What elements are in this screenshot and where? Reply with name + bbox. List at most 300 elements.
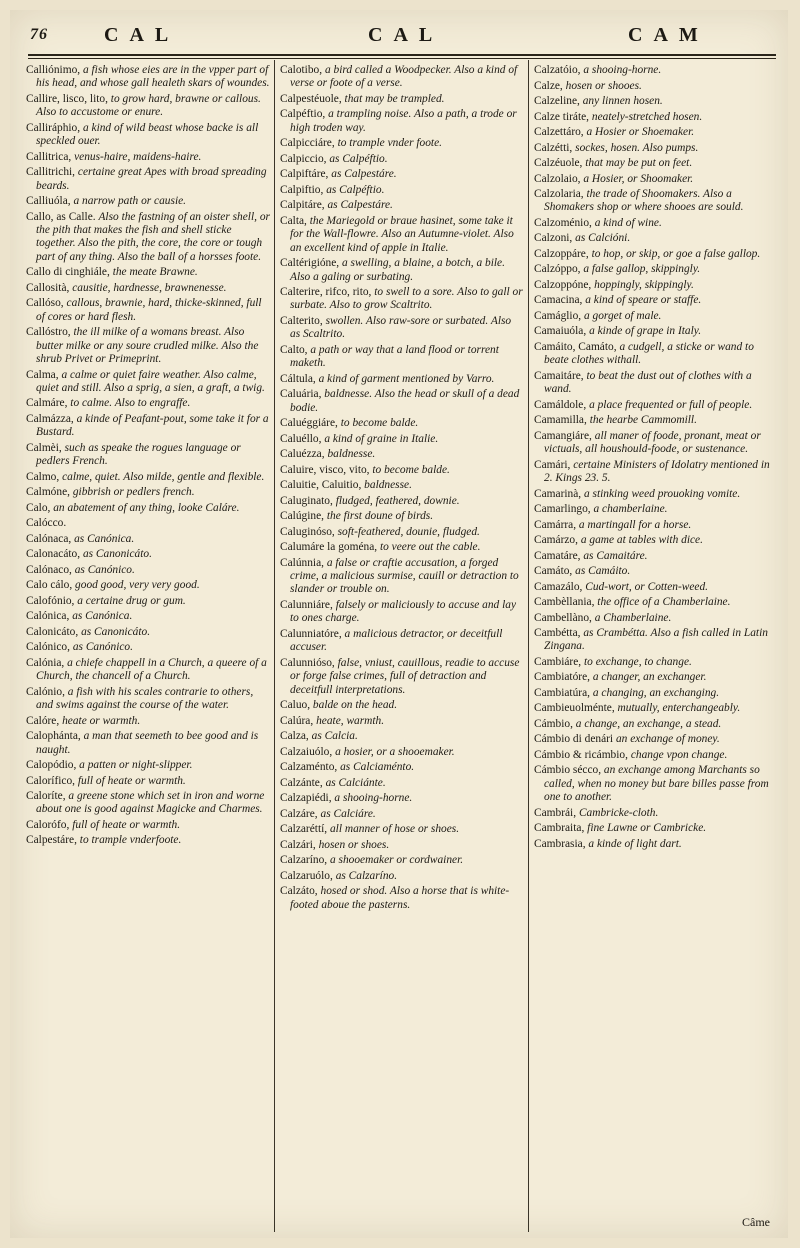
entry-definition: hosed or shod. Also a horse that is white-footed aboue the pasterns. — [290, 885, 510, 911]
entry-definition: as Calcióni. — [575, 232, 631, 245]
entry-headword: Calo, — [26, 501, 51, 514]
entry-headword: Calpiftáre, — [280, 168, 329, 181]
entry-headword: Calónio, — [26, 685, 65, 698]
entry-headword: Callosità, — [26, 281, 70, 294]
entry-headword: Calpicciáre, — [280, 137, 335, 150]
dictionary-entry — [26, 730, 270, 757]
entry-definition: Also the fastning of an oister shell, or the pith that makes the fish and shell sticke together. Also the pith, the core, the core or tough part of any thing. Also the ball of a horsses foote. — [36, 210, 270, 263]
entry-definition: as Calciaménto. — [340, 761, 415, 774]
entry-definition: sockes, hosen. Also pumps. — [575, 141, 699, 154]
entry-headword: Camacina, — [534, 294, 583, 307]
dictionary-entry — [280, 373, 524, 386]
dictionary-entry — [26, 686, 270, 713]
dictionary-entry — [26, 442, 270, 469]
entry-headword: Cámbio di denári — [534, 733, 614, 746]
dictionary-entry — [26, 533, 270, 546]
entry-headword: Caluire, visco, vito, — [280, 463, 370, 476]
entry-definition: as Calpestáre. — [327, 199, 393, 212]
entry-headword: Calzoppáre, — [534, 247, 589, 260]
entry-definition: Cud-wort, or Cotten-weed. — [585, 580, 709, 593]
dictionary-entry — [534, 80, 778, 93]
dictionary-entry — [534, 157, 778, 170]
entry-definition: a patten or night-slipper. — [79, 759, 193, 771]
entry-headword: Calzaménto, — [280, 761, 338, 774]
entry-headword: Calonicáto, — [26, 625, 79, 638]
header-rule — [28, 54, 776, 59]
entry-definition: a hosier, or a shooemaker. — [335, 745, 455, 758]
dictionary-entry — [534, 173, 778, 186]
entry-definition: a change, an exchange, a stead. — [575, 717, 722, 730]
dictionary-entry — [280, 699, 524, 712]
entry-definition: as Calciáre. — [320, 807, 376, 820]
entry-definition: venus-haire, maidens-haire. — [74, 150, 202, 163]
dictionary-entry — [26, 641, 270, 654]
dictionary-entry — [280, 286, 524, 313]
entry-definition: falsely or maliciously to accuse and lay to ones charge. — [290, 598, 517, 625]
entry-headword: Calzoppóne, — [534, 278, 592, 291]
dictionary-entry — [534, 232, 778, 245]
column-divider-1 — [274, 60, 275, 1232]
dictionary-entry — [534, 534, 778, 547]
entry-headword: Callóso, — [26, 297, 64, 310]
dictionary-entry — [26, 790, 270, 817]
entry-definition: a swelling, a blaine, a botch, a bile. Also a galing or surbating. — [290, 257, 505, 283]
entry-definition: to become balde. — [372, 463, 450, 476]
entry-headword: Calonacáto, — [26, 548, 81, 561]
entry-definition: as Crambétta. Also a fish called in Latin Zingana. — [544, 627, 768, 653]
dictionary-entry — [534, 126, 778, 139]
entry-headword: Caluginato, — [280, 494, 333, 507]
entry-headword: Caluézza, — [280, 448, 325, 461]
entry-headword: Cambiatúra, — [534, 686, 590, 699]
dictionary-entry — [534, 263, 778, 276]
entry-definition: that may be trampled. — [344, 92, 445, 105]
entry-headword: Calóre, — [26, 714, 60, 727]
entry-definition: a kinde of grape in Italy. — [589, 325, 702, 338]
entry-definition: the first doune of birds. — [326, 510, 434, 523]
entry-definition: a shooemaker or cordwainer. — [330, 854, 464, 867]
dictionary-entry — [534, 325, 778, 338]
entry-definition: a kind of wine. — [594, 216, 662, 229]
entry-definition: a kinde of light dart. — [588, 837, 682, 850]
entry-definition: a martingall for a horse. — [578, 518, 692, 531]
dictionary-entry — [534, 718, 778, 731]
dictionary-entry — [26, 657, 270, 684]
entry-headword: Calzéuole, — [534, 157, 583, 169]
entry-headword: Cambieuolménte, — [534, 702, 615, 715]
entry-headword: Calze tiráte, — [534, 110, 590, 123]
dictionary-entry — [534, 807, 778, 820]
dictionary-entry — [26, 282, 270, 295]
entry-headword: Calliuóla, — [26, 195, 71, 208]
entry-headword: Calumáre la goména, — [280, 541, 378, 554]
dictionary-entry — [534, 142, 778, 155]
entry-definition: a narrow path or causie. — [73, 195, 187, 208]
entry-definition: as Canonicáto. — [81, 625, 151, 638]
entry-headword: Calorífico, — [26, 774, 76, 787]
entry-headword: Calzolaria, — [534, 188, 584, 200]
dictionary-entry — [534, 687, 778, 700]
entry-definition: fludged, feathered, downie. — [335, 494, 460, 507]
entry-definition: a Hosier or Shoemaker. — [586, 126, 695, 138]
entry-definition: change vpon change. — [630, 748, 728, 761]
entry-headword: Calofónio, — [26, 594, 75, 607]
entry-headword: Caluitie, Caluitio, — [280, 479, 362, 492]
entry-definition: hoppingly, skippingly. — [594, 278, 694, 291]
entry-definition: gibbrish or pedlers french. — [72, 486, 195, 499]
entry-definition: to swell to a sore. Also to gall or surbate. Also to grow Scaltrito. — [290, 286, 523, 312]
dictionary-entry — [280, 108, 524, 135]
entry-headword: Camáto, — [534, 565, 573, 578]
entry-headword: Calónaca, — [26, 532, 72, 545]
entry-headword: Calpitáre, — [280, 199, 325, 212]
dictionary-entry — [534, 627, 778, 654]
entry-headword: Calta, — [280, 214, 307, 227]
entry-definition: a changing, an exchanging. — [592, 686, 720, 699]
dictionary-entry — [534, 503, 778, 516]
entry-headword: Calorófo, — [26, 818, 70, 831]
dictionary-entry — [280, 153, 524, 166]
entry-headword: Calzapiédi, — [280, 792, 332, 805]
entry-definition: neately-stretched hosen. — [591, 110, 703, 123]
dictionary-entry — [534, 764, 778, 804]
entry-headword: Cámbio, — [534, 717, 573, 730]
dictionary-entry — [534, 217, 778, 230]
entry-definition: to trample vnderfoote. — [79, 834, 182, 847]
dictionary-entry — [26, 326, 270, 366]
column-3 — [534, 64, 778, 853]
dictionary-entry — [280, 599, 524, 626]
dictionary-entry — [26, 122, 270, 149]
entry-definition: as Canónico. — [72, 641, 133, 654]
dictionary-entry — [534, 370, 778, 397]
dictionary-page — [10, 10, 788, 1238]
dictionary-entry — [26, 595, 270, 608]
entry-headword: Cambrái, — [534, 806, 577, 819]
entry-definition: a chamberlaine. — [593, 503, 668, 516]
entry-definition: the office of a Chamberlaine. — [597, 596, 731, 609]
entry-headword: Calpestéuole, — [280, 92, 342, 105]
entry-headword: Calunniatóre, — [280, 627, 342, 640]
entry-headword: Camárzo, — [534, 534, 578, 547]
entry-headword: Calterire, rifco, rito, — [280, 286, 372, 299]
entry-definition: a certaine drug or gum. — [77, 594, 186, 607]
entry-headword: Caluéllo, — [280, 432, 322, 445]
entry-definition: a game at tables with dice. — [580, 534, 703, 547]
dictionary-entry — [534, 838, 778, 851]
dictionary-entry — [534, 341, 778, 368]
entry-headword: Calpestáre, — [26, 834, 77, 847]
entry-headword: Camaiuóla, — [534, 325, 587, 338]
entry-headword: Caluária, — [280, 388, 322, 401]
dictionary-entry — [534, 702, 778, 715]
entry-definition: the meate Brawne. — [112, 266, 198, 279]
entry-definition: a fish whose eies are in the vpper part of his head, and whose gall healeth skars of woundes. — [36, 64, 270, 90]
entry-definition: as Canónico. — [74, 563, 135, 576]
dictionary-entry — [534, 671, 778, 684]
entry-definition: a chiefe chappell in a Church, a queere of a Church, the chancell of a Church. — [36, 656, 267, 683]
entry-definition: full of heate or warmth. — [77, 774, 186, 787]
entry-definition: a kind of wild beast whose backe is all speckled ouer. — [36, 121, 259, 148]
entry-definition: baldnesse. — [327, 448, 376, 461]
entry-headword: Cambèllania, — [534, 596, 595, 609]
entry-headword: Calzoni, — [534, 232, 573, 245]
dictionary-entry — [280, 870, 524, 883]
entry-headword: Calúnnia, — [280, 556, 324, 569]
entry-definition: hosen or shoes. — [318, 838, 390, 851]
dictionary-entry — [280, 464, 524, 477]
entry-definition: as Calciánte. — [325, 776, 386, 789]
dictionary-entry — [26, 297, 270, 324]
entry-definition: a fish with his scales contrarie to others, and swims against the course of the water. — [36, 685, 254, 712]
entry-headword: Camarinà, — [534, 487, 582, 500]
dictionary-entry — [534, 430, 778, 457]
dictionary-entry — [26, 266, 270, 279]
entry-definition: a kind of garment mentioned by Varro. — [318, 372, 495, 385]
dictionary-entry — [280, 315, 524, 342]
running-header — [28, 24, 776, 54]
dictionary-entry — [280, 184, 524, 197]
entry-definition: certaine Ministers of Idolatry mentioned in 2. Kings 23. 5. — [544, 458, 770, 485]
entry-headword: Calzári, — [280, 838, 316, 851]
entry-headword: Calmáre, — [26, 397, 68, 410]
entry-definition: a stinking weed prouoking vomite. — [584, 487, 741, 500]
entry-headword: Calo cálo, — [26, 579, 73, 592]
entry-headword: Callitrichi, — [26, 166, 76, 179]
entry-definition: a false gallop, skippingly. — [583, 263, 701, 276]
dictionary-entry — [280, 93, 524, 106]
dictionary-entry — [280, 344, 524, 371]
entry-definition: baldnesse. — [364, 479, 412, 492]
dictionary-entry — [26, 413, 270, 440]
entry-headword: Cambiatóre, — [534, 671, 590, 684]
dictionary-entry — [534, 279, 778, 292]
entry-headword: Calzaríno, — [280, 854, 328, 867]
entry-headword: Cáltula, — [280, 372, 316, 385]
dictionary-entry — [534, 550, 778, 563]
dictionary-entry — [534, 612, 778, 625]
dictionary-entry — [534, 488, 778, 501]
entry-definition: as Calcia. — [311, 730, 358, 743]
dictionary-entry — [26, 166, 270, 193]
dictionary-entry — [26, 502, 270, 515]
entry-definition: soft-feathered, dounie, fludged. — [337, 525, 480, 538]
entry-headword: Callóstro, — [26, 326, 71, 339]
entry-definition: as Canonicáto. — [82, 548, 152, 561]
dictionary-entry — [534, 519, 778, 532]
entry-headword: Calterito, — [280, 314, 323, 327]
entry-definition: a shooing-horne. — [583, 64, 662, 76]
entry-definition: to beat the dust out of clothes with a wand. — [544, 369, 752, 396]
entry-definition: heate, warmth. — [316, 714, 385, 727]
entry-definition: a kind of graine in Italie. — [324, 432, 439, 445]
dictionary-entry — [280, 808, 524, 821]
entry-headword: Calmóne, — [26, 486, 70, 499]
dictionary-entry — [280, 495, 524, 508]
entry-definition: hosen or shooes. — [565, 79, 642, 92]
entry-headword: Cambellàno, — [534, 611, 592, 624]
entry-headword: Calzánte, — [280, 776, 323, 789]
entry-definition: mutually, enterchangeably. — [617, 702, 741, 715]
entry-headword: Calpéftio, — [280, 108, 326, 121]
entry-definition: the ill milke of a womans breast. Also butter milke or any soure crudled milke. Also the shrub Privet or Primeprint. — [36, 326, 259, 366]
entry-definition: as Camaitáre. — [583, 549, 648, 562]
entry-definition: calme, quiet. Also milde, gentle and flexible. — [62, 470, 265, 483]
entry-headword: Calto, — [280, 343, 308, 356]
entry-headword: Cámbio & ricámbio, — [534, 748, 628, 761]
entry-headword: Calma, — [26, 368, 59, 381]
entry-definition: to trample vnder foote. — [337, 137, 442, 150]
entry-headword: Caloríte, — [26, 790, 66, 802]
entry-headword: Calónia, — [26, 656, 65, 669]
entry-headword: Calzettáro, — [534, 126, 584, 138]
entry-definition: false, vniust, cauillous, readie to accuse or forge false crimes, full of detraction and deceitfull interpretations. — [290, 656, 520, 696]
entry-headword: Calzoménio, — [534, 216, 592, 229]
dictionary-entry — [280, 557, 524, 597]
entry-headword: Calpiccio, — [280, 152, 327, 165]
entry-headword: Camáito, Camáto, — [534, 340, 617, 353]
dictionary-entry — [26, 486, 270, 499]
entry-headword: Callire, lisco, lito, — [26, 92, 108, 105]
dictionary-entry — [280, 777, 524, 790]
entry-definition: a kinde of Peafant-pout, some take it for a Bustard. — [36, 412, 269, 439]
dictionary-entry — [280, 215, 524, 255]
dictionary-entry — [280, 168, 524, 181]
dictionary-entry — [280, 715, 524, 728]
entry-headword: Camatáre, — [534, 549, 581, 562]
dictionary-entry — [280, 388, 524, 415]
entry-definition: a place frequented or full of people. — [589, 398, 753, 411]
entry-definition: a malicious detractor, or deceitfull accuser. — [290, 627, 503, 654]
dictionary-entry — [534, 294, 778, 307]
entry-headword: Calmázza, — [26, 412, 74, 425]
entry-definition: a Hosier, or Shoomaker. — [583, 172, 694, 185]
dictionary-entry — [26, 775, 270, 788]
dictionary-entry — [26, 471, 270, 484]
entry-headword: Calpiftio, — [280, 183, 324, 196]
dictionary-entry — [280, 433, 524, 446]
entry-headword: Calúra, — [280, 714, 314, 727]
entry-headword: Calúgine, — [280, 510, 324, 523]
entry-headword: Caluo, — [280, 699, 311, 712]
entry-headword: Callo di cinghiále, — [26, 266, 110, 279]
entry-headword: Calónica, — [26, 610, 70, 623]
dictionary-entry — [26, 397, 270, 410]
dictionary-entry — [534, 749, 778, 762]
entry-headword: Calzaiuólo, — [280, 745, 333, 758]
dictionary-entry — [534, 399, 778, 412]
dictionary-entry — [26, 626, 270, 639]
entry-headword: Calzolaio, — [534, 172, 581, 185]
entry-headword: Calzóppo, — [534, 263, 581, 276]
entry-definition: as Calpéftio. — [326, 183, 385, 196]
dictionary-entry — [280, 854, 524, 867]
entry-definition: all maner of foode, pronant, meat or victuals, all houshould-foode, or sustenance. — [544, 429, 761, 456]
entry-definition: heate or warmth. — [62, 714, 141, 727]
entry-headword: Calze, — [534, 79, 563, 92]
entry-definition: the hearbe Cammomill. — [589, 414, 697, 427]
entry-headword: Calzeline, — [534, 95, 580, 107]
dictionary-entry — [280, 199, 524, 212]
dictionary-entry — [280, 657, 524, 697]
entry-definition: the trade of Shoomakers. Also a Shomakers shop or where shooes are sould. — [544, 188, 744, 214]
dictionary-entry — [280, 510, 524, 523]
entry-definition: to hop, or skip, or goe a false gallop. — [591, 247, 761, 260]
entry-headword: Cambrasia, — [534, 837, 586, 850]
entry-definition: a greene stone which set in iron and worne about one is good against Magicke and Charmes. — [36, 790, 265, 816]
entry-headword: Calócco. — [26, 517, 67, 530]
guide-word-middle: CAL — [368, 24, 444, 46]
entry-definition: full of heate or warmth. — [72, 818, 181, 831]
dictionary-entry — [280, 257, 524, 284]
entry-definition: good good, very very good. — [75, 579, 200, 592]
entry-headword: Calónaco, — [26, 563, 72, 576]
dictionary-entry — [280, 64, 524, 91]
dictionary-entry — [280, 761, 524, 774]
entry-definition: certaine great Apes with broad spreading beards. — [36, 166, 267, 192]
entry-headword: Callitrica, — [26, 150, 72, 163]
entry-definition: an exchange of money. — [615, 733, 720, 746]
dictionary-entry — [280, 792, 524, 805]
entry-definition: to veere out the cable. — [379, 541, 481, 554]
column-divider-2 — [528, 60, 529, 1232]
entry-definition: fine Lawne or Cambricke. — [587, 822, 707, 835]
dictionary-entry — [26, 369, 270, 396]
dictionary-entry — [280, 823, 524, 836]
entry-definition: as Calpéftio. — [329, 152, 388, 165]
entry-headword: Calzáre, — [280, 807, 318, 820]
guide-word-left: CAL — [104, 24, 180, 46]
entry-headword: Calzaruólo, — [280, 869, 333, 882]
entry-definition: a gorget of male. — [584, 309, 662, 322]
entry-headword: Calzáto, — [280, 885, 318, 898]
entry-headword: Calónico, — [26, 641, 70, 654]
entry-definition: causitie, hardnesse, brawnenesse. — [72, 281, 227, 294]
dictionary-entry — [280, 526, 524, 539]
dictionary-entry — [26, 715, 270, 728]
entry-headword: Camáglio, — [534, 309, 582, 322]
entry-definition: any linnen hosen. — [582, 95, 663, 107]
entry-definition: a calme or quiet faire weather. Also calme, quiet and still. Also a sprig, a sien, a graft, a twig. — [36, 368, 265, 394]
dictionary-entry — [534, 733, 778, 746]
entry-headword: Callo, as Calle. — [26, 210, 96, 223]
entry-definition: to exchange, to change. — [584, 655, 692, 668]
dictionary-entry — [26, 759, 270, 772]
entry-headword: Calopódio, — [26, 759, 77, 771]
dictionary-entry — [534, 581, 778, 594]
dictionary-entry — [280, 417, 524, 430]
entry-definition: to calme. Also to engraffe. — [70, 397, 191, 410]
entry-definition: balde on the head. — [312, 699, 398, 712]
entry-headword: Calza, — [280, 730, 309, 743]
dictionary-entry — [26, 610, 270, 623]
dictionary-entry — [26, 579, 270, 592]
dictionary-entry — [280, 628, 524, 655]
entry-definition: a bird called a Woodpecker. Also a kind of verse or foote of a verse. — [290, 64, 518, 90]
entry-definition: a Chamberlaine. — [594, 611, 672, 624]
entry-headword: Calophánta, — [26, 730, 81, 743]
dictionary-entry — [280, 541, 524, 554]
entry-definition: a changer, an exchanger. — [592, 671, 707, 684]
dictionary-entry — [534, 310, 778, 323]
entry-headword: Camamilla, — [534, 414, 587, 427]
entry-headword: Cámbio sécco, — [534, 764, 602, 777]
entry-headword: Cambétta, — [534, 627, 581, 640]
entry-definition: a cudgell, a sticke or wand to beate clothes withall. — [544, 340, 754, 367]
dictionary-entry — [534, 64, 778, 77]
dictionary-entry — [26, 564, 270, 577]
entry-headword: Camáldole, — [534, 398, 587, 411]
